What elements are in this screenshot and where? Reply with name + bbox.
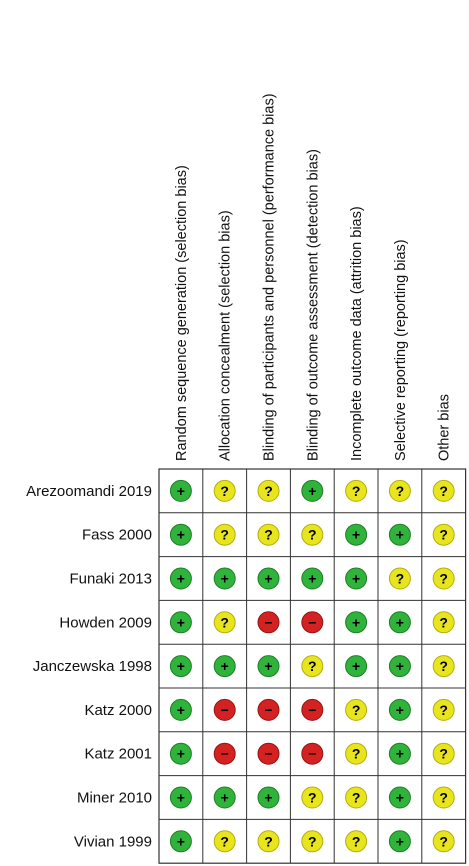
- judgement-symbol: +: [176, 482, 185, 499]
- judgement-symbol: ?: [308, 526, 317, 543]
- study-label: Arezoomandi 2019: [26, 482, 152, 500]
- judgement-symbol: +: [264, 658, 273, 675]
- judgement-symbol: ?: [439, 526, 448, 543]
- judgement-symbol: +: [176, 789, 185, 806]
- judgement-symbol: ?: [395, 482, 405, 499]
- judgement-symbol: ?: [439, 658, 448, 675]
- column-header: Blinding of participants and personnel (performance bias): [261, 93, 278, 461]
- judgement-symbol: −: [308, 745, 317, 762]
- study-label: Vivian 1999: [73, 833, 152, 851]
- judgement-symbol: ?: [439, 833, 448, 850]
- judgement-symbol: ?: [264, 833, 273, 850]
- study-label: Katz 2001: [84, 745, 152, 763]
- judgement-symbol: ?: [351, 833, 361, 850]
- judgement-symbol: +: [176, 614, 185, 631]
- study-label: Fass 2000: [81, 526, 152, 544]
- judgement-symbol: ?: [264, 526, 273, 543]
- judgement-symbol: ?: [439, 745, 448, 762]
- judgement-symbol: +: [395, 833, 404, 850]
- judgement-symbol: +: [176, 701, 185, 718]
- judgement-symbol: −: [220, 701, 229, 718]
- judgement-symbol: ?: [220, 526, 229, 543]
- judgement-symbol: +: [264, 789, 273, 806]
- judgement-symbol: +: [395, 789, 404, 806]
- judgement-symbol: ?: [220, 614, 229, 631]
- judgement-symbol: ?: [439, 789, 448, 806]
- column-header: Blinding of outcome assessment (detection bias): [305, 149, 322, 461]
- study-labels: [26, 483, 152, 850]
- judgement-symbol: +: [264, 570, 273, 587]
- judgement-symbol: ?: [351, 745, 361, 762]
- judgement-symbol: +: [176, 658, 185, 675]
- judgement-symbol: +: [352, 614, 361, 631]
- judgement-symbol: ?: [308, 833, 317, 850]
- judgement-symbol: +: [220, 570, 229, 587]
- study-label: Howden 2009: [59, 614, 152, 632]
- judgement-symbol: ?: [439, 482, 448, 499]
- judgement-symbol: −: [264, 701, 273, 718]
- judgement-symbol: +: [352, 570, 361, 587]
- judgement-symbol: ?: [351, 482, 361, 499]
- study-label: Janczewska 1998: [32, 658, 152, 676]
- judgement-symbol: −: [264, 614, 273, 631]
- judgement-symbol: +: [352, 526, 361, 543]
- judgement-symbol: −: [264, 745, 273, 762]
- judgement-symbol: ?: [395, 570, 405, 587]
- judgement-symbol: ?: [308, 658, 317, 675]
- judgement-symbol: ?: [308, 789, 317, 806]
- column-header: Incomplete outcome data (attrition bias): [349, 206, 366, 461]
- judgement-symbol: +: [176, 833, 185, 850]
- judgement-symbol: +: [395, 614, 404, 631]
- judgement-symbol: +: [395, 745, 404, 762]
- column-headers: [174, 93, 453, 461]
- study-label: Funaki 2013: [69, 570, 152, 588]
- column-header: Selective reporting (reporting bias): [392, 239, 409, 461]
- judgement-symbol: +: [395, 526, 404, 543]
- judgement-symbol: +: [352, 658, 361, 675]
- judgement-symbol: ?: [264, 482, 273, 499]
- judgement-symbol: ?: [220, 833, 229, 850]
- judgement-symbol: +: [176, 570, 185, 587]
- judgement-symbol: −: [308, 701, 317, 718]
- judgement-symbol: +: [220, 789, 229, 806]
- judgement-symbol: +: [176, 745, 185, 762]
- judgement-symbol: +: [395, 701, 404, 718]
- judgement-symbol: +: [176, 526, 185, 543]
- column-header: Random sequence generation (selection bias): [173, 165, 190, 461]
- column-header: Allocation concealment (selection bias): [217, 210, 234, 461]
- judgement-symbol: ?: [351, 701, 361, 718]
- judgement-symbol: ?: [439, 701, 448, 718]
- judgement-symbol: −: [308, 614, 317, 631]
- judgement-symbol: +: [308, 570, 317, 587]
- judgement-symbol: +: [395, 658, 404, 675]
- judgement-symbol: ?: [439, 614, 448, 631]
- judgement-symbol: −: [220, 745, 229, 762]
- judgement-symbol: ?: [439, 570, 448, 587]
- column-header: Other bias: [436, 394, 453, 461]
- judgement-grid: [159, 469, 466, 863]
- judgement-symbol: ?: [220, 482, 229, 499]
- judgement-symbol: +: [308, 482, 317, 499]
- study-label: Miner 2010: [76, 789, 152, 807]
- judgement-symbol: +: [220, 658, 229, 675]
- study-label: Katz 2000: [84, 701, 152, 719]
- judgement-symbol: ?: [351, 789, 361, 806]
